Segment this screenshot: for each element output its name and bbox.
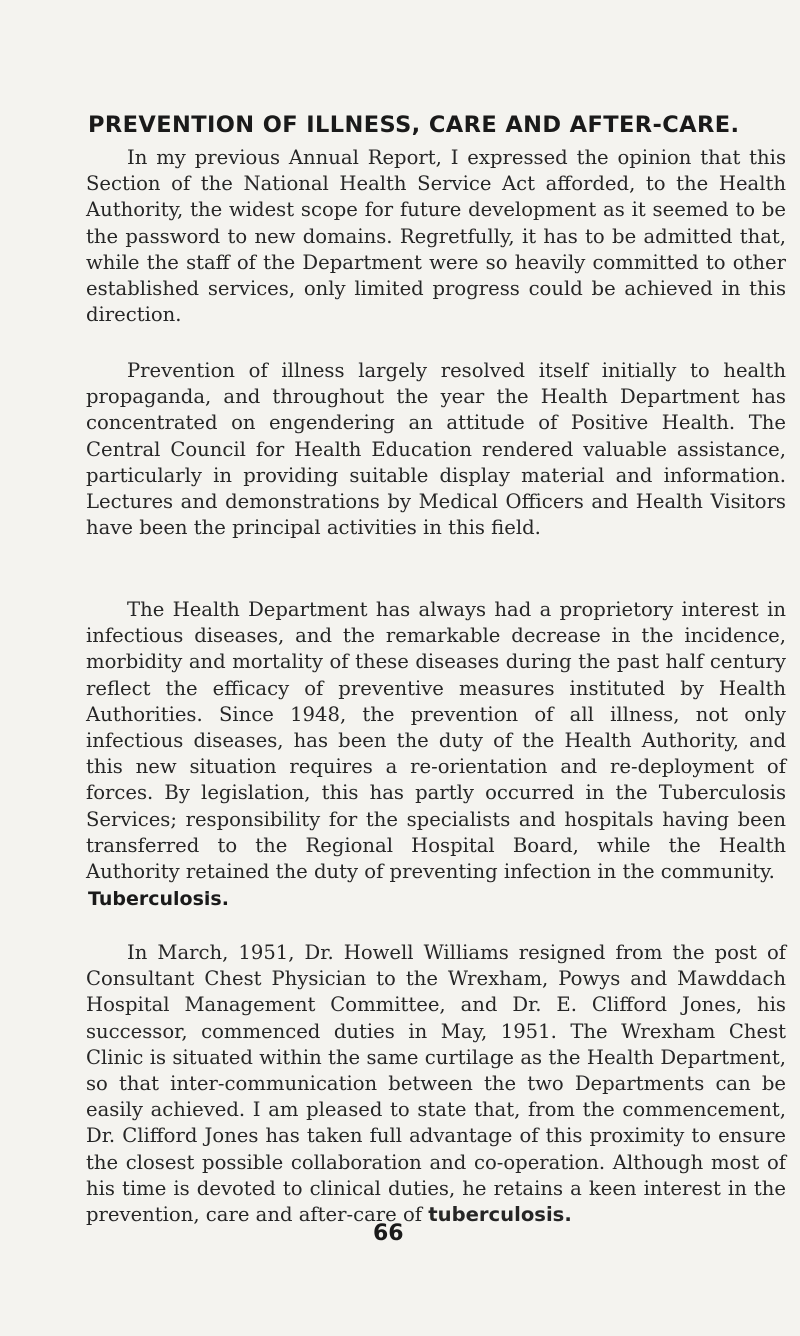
paragraph-infectious-diseases: The Health Department has always had a proprietory interest in infectious diseases, and the remarkable decrease in the incidence, morbidity and mortality of these diseases during the past half century reflect the efficacy of preventive measures instituted by Health Authorities. Since 1948, the prevention of all illness, not only infectious diseases, has been the duty of the Health Authority, and this new situation requires a re-orientation and re-deployment of forces. By legislation, this has partly occurred in the Tuberculosis Services; responsibility for the specialists and hospitals having been transferred to the Regional Hospital Board, while the Health Authority retained the duty of preventing infection in the community. [86,598,786,884]
paragraph-tuberculosis [86,940,786,1228]
paragraph-prevention-of-illness: Prevention of illness largely resolved itself initially to health propaganda, and throughout the year the Health Department has concentrated on engendering an attitude of Positive Health. The Central Council for Health Education rendered valuable assistance, particularly in providing suitable display material and information. Lectures and demonstrations by Medical Officers and Health Visitors have been the principal activities in this field. [86,359,786,540]
tuberculosis-subheading: Tuberculosis. [88,888,229,910]
section-heading: PREVENTION OF ILLNESS, CARE AND AFTER-CARE. [88,112,740,138]
page-number: 66 [373,1221,404,1246]
tuberculosis-closing-word: tuberculosis. [428,1203,572,1227]
tuberculosis-paragraph-text: In March, 1951, Dr. Howell Williams resigned from the post of Consultant Chest Physician to the Wrexham, Powys and Mawddach Hospital Management Committee, and Dr. E. Clifford Jones, his successor, commenced duties in May, 1951. The Wrexham Chest Clinic is situated within the same curtilage as the Health Department, so that inter-communication between the two Departments can be easily achieved. I am pleased to state that, from the commencement, Dr. Clifford Jones has taken full advantage of this proximity to ensure the closest possible collaboration and co-operation. Although most of his time is devoted to clinical duties, he retains a keen interest in the prevention, care and after-care of [86,941,786,1227]
paragraph-previous-report: In my previous Annual Report, I expressed the opinion that this Section of the National Health Service Act afforded, to the Health Authority, the widest scope for future development as it seemed to be the password to new domains. Regretfully, it has to be admitted that, while the staff of the Department were so heavily committed to other established services, only limited progress could be achieved in this direction. [86,146,786,327]
